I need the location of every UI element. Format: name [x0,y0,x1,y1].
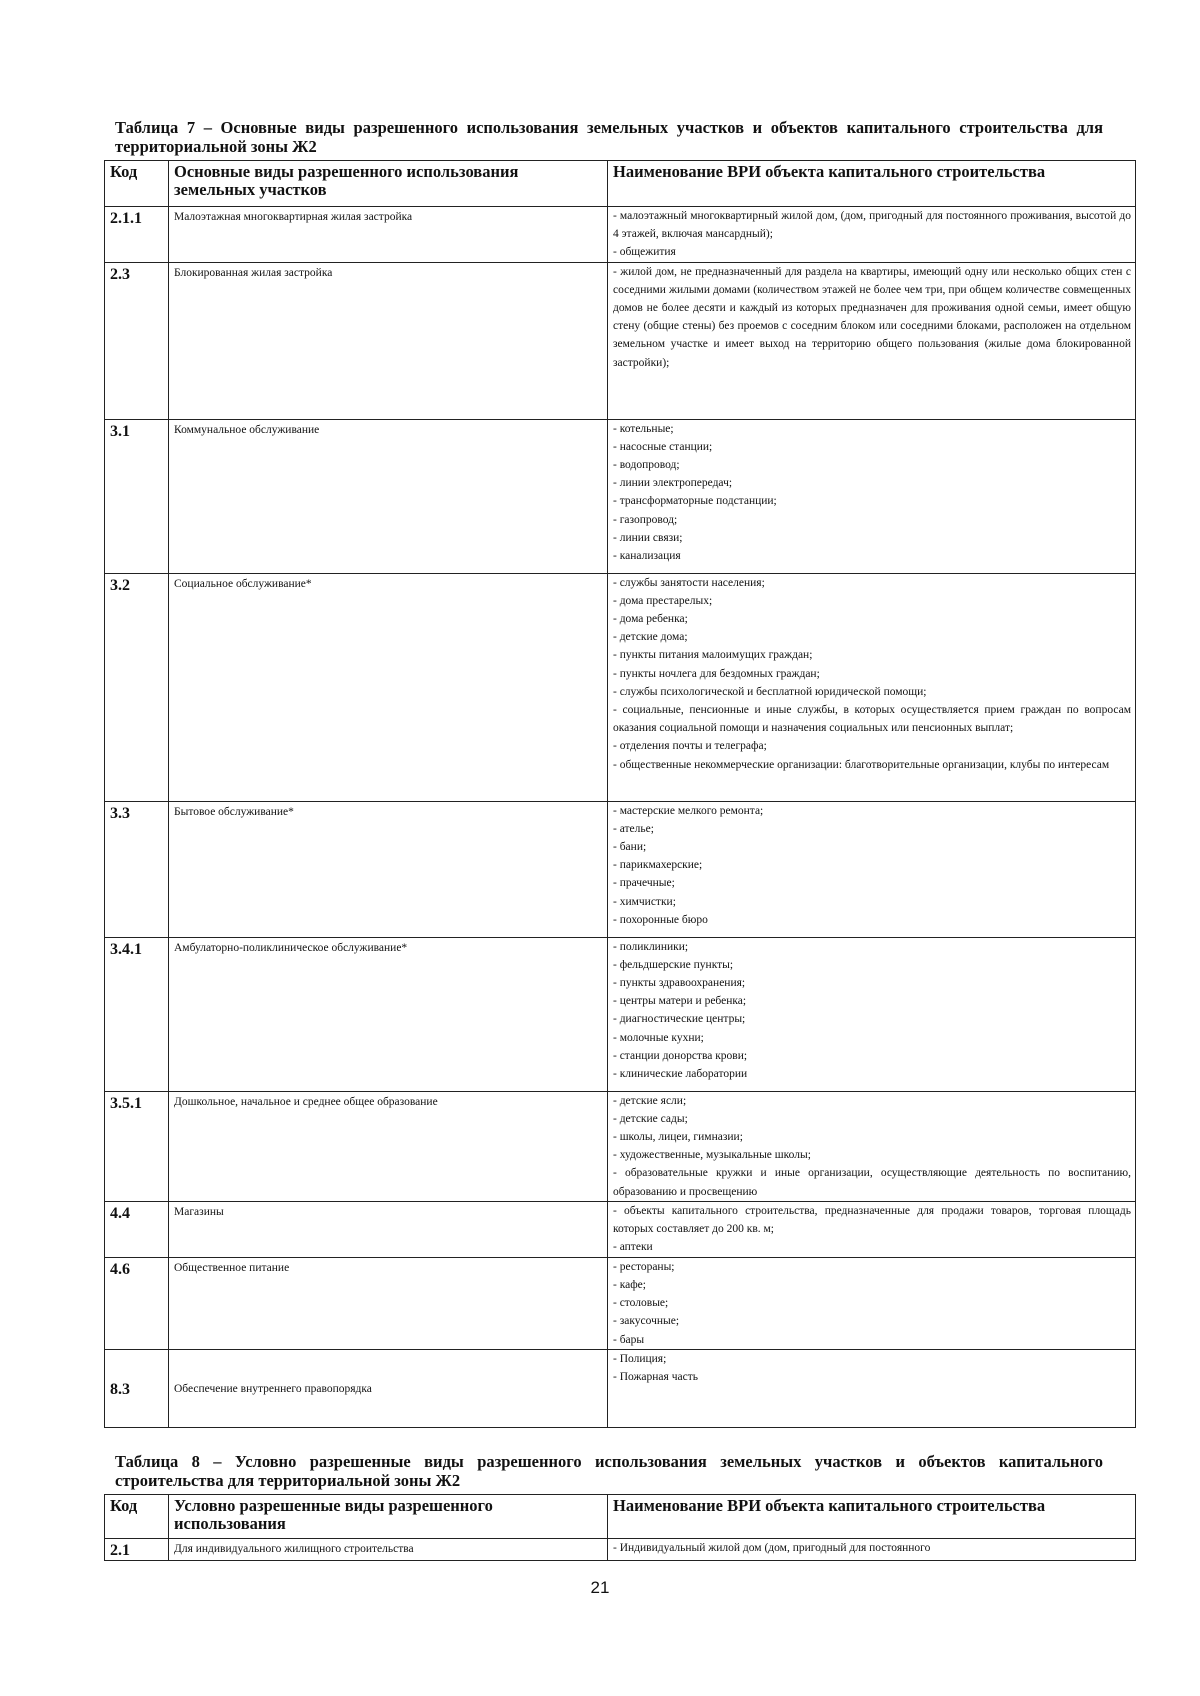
object-list-item: - клинические лаборатории [613,1068,748,1081]
object-list-item: - мастерские мелкого ремонта; [613,804,764,817]
row-use-name: Блокированная жилая застройка [169,262,608,419]
table-row [105,573,1136,801]
table-row [105,207,1136,263]
row-object-list [608,1539,1136,1561]
header-code: Код [105,161,169,207]
object-list-item: - котельные; [613,422,674,435]
object-list-item: - Полиция; [613,1352,667,1365]
object-list-item: - общежития [613,246,676,259]
object-list-item: - канализация [613,550,681,563]
row-code: 8.3 [105,1349,169,1427]
table-7-caption: Таблица 7 – Основные виды разрешенного использования земельных участков и объектов капитального строительства для территориальной зоны Ж2 [115,118,1103,156]
object-list-item: - химчистки; [613,895,676,908]
object-list-item: - пункты питания малоимущих граждан; [613,649,813,662]
object-list-item: - пункты ночлега для бездомных граждан; [613,667,820,680]
row-object-list [608,1257,1136,1349]
object-list-item: - образовательные кружки и иные организации, осуществляющие деятельность по воспитанию, образованию и просвещению [613,1167,1131,1198]
row-use-name: Социальное обслуживание* [169,573,608,801]
header-conditional-use: Условно разрешенные виды разрешенного использования [169,1495,608,1539]
object-list-item: - малоэтажный многоквартирный жилой дом, (дом, пригодный для постоянного проживания, высотой до 4 этажей, включая мансардный); [613,210,1131,241]
object-list-item: - детские сады; [613,1112,688,1125]
table-row [105,801,1136,937]
row-use-name: Магазины [169,1201,608,1257]
object-list-item: - службы психологической и бесплатной юридической помощи; [613,685,927,698]
object-list-item: - газопровод; [613,513,678,526]
table-row [105,419,1136,573]
object-list-item: - линии электропередач; [613,477,733,490]
object-list-item: - детские дома; [613,631,688,644]
row-code: 3.1 [105,419,169,573]
object-list-item: - прачечные; [613,877,675,890]
page-number: 21 [590,1578,610,1597]
object-list-item: - аптеки [613,1241,653,1254]
row-use-name: Общественное питание [169,1257,608,1349]
table-row [105,1349,1136,1427]
row-object-list [608,1091,1136,1201]
object-list-item: - поликлиники; [613,940,689,953]
row-object-list [608,937,1136,1091]
object-list-item: - парикмахерские; [613,859,703,872]
row-object-list [608,207,1136,263]
object-list-item: - насосные станции; [613,440,713,453]
object-list-item: - закусочные; [613,1315,680,1328]
object-list-item: - дома престарелых; [613,594,713,607]
object-list-item: - дома ребенка; [613,613,688,626]
table-7 [104,160,1136,1428]
row-code: 4.6 [105,1257,169,1349]
row-code: 3.2 [105,573,169,801]
object-list-item: - столовые; [613,1297,669,1310]
row-object-list [608,573,1136,801]
object-list-item: - линии связи; [613,531,683,544]
object-list-item: - центры матери и ребенка; [613,995,747,1008]
table-8 [104,1494,1136,1561]
table-7-body [105,207,1136,1428]
row-code: 3.4.1 [105,937,169,1091]
object-list-item: - диагностические центры; [613,1013,746,1026]
table-8-body [105,1539,1136,1561]
object-list-item: - бани; [613,841,647,854]
row-code: 2.3 [105,262,169,419]
table-8-caption: Таблица 8 – Условно разрешенные виды разрешенного использования земельных участков и объектов капитального строительства для территориальной зоны Ж2 [115,1452,1103,1490]
table-row [105,1091,1136,1201]
row-object-list [608,1349,1136,1427]
object-list-item: - Индивидуальный жилой дом (дом, пригодный для постоянного [613,1542,931,1554]
row-use-name: Малоэтажная многоквартирная жилая застройка [169,207,608,263]
object-list-item: - ателье; [613,822,654,835]
table-row [105,262,1136,419]
object-list-item: - художественные, музыкальные школы; [613,1149,811,1162]
object-list-item: - общественные некоммерческие организации: благотворительные организации, клубы по интересам [613,758,1110,771]
table-row [105,1201,1136,1257]
object-list-item: - бары [613,1333,645,1346]
object-list-item: - объекты капитального строительства, предназначенные для продажи товаров, торговая площадь которых составляет до 200 кв. м; [613,1204,1131,1236]
object-list-item: - похоронные бюро [613,913,708,926]
header-object-name: Наименование ВРИ объекта капитального строительства [608,1495,1136,1539]
object-list-item: - детские ясли; [613,1094,687,1107]
row-use-name: Для индивидуального жилищного строительства [169,1539,608,1561]
row-code: 4.4 [105,1201,169,1257]
object-list-item: - станции донорства крови; [613,1049,748,1062]
row-code: 3.5.1 [105,1091,169,1201]
object-list-item: - трансформаторные подстанции; [613,495,777,508]
table-7-header-row [105,161,1136,207]
row-use-name: Обеспечение внутреннего правопорядка [169,1349,608,1427]
object-list-item: - школы, лицеи, гимназии; [613,1131,743,1144]
row-object-list [608,262,1136,419]
object-list-item: - водопровод; [613,459,680,472]
object-list-item: - службы занятости населения; [613,576,765,589]
row-use-name: Дошкольное, начальное и среднее общее образование [169,1091,608,1201]
object-list-item: - кафе; [613,1279,646,1292]
object-list-item: - жилой дом, не предназначенный для раздела на квартиры, имеющий одну или несколько общих стен с соседними жилыми домами (количеством этажей не более чем три, при общем количестве совмещенных домов не более десяти и каждый из которых предназначен для проживания одной семьи, имеет общую стену (общие стены) без проемов с соседним блоком или соседними блоками, расположен на отдельном земельном участке и имеет выход на территорию общего пользования (жилые дома блокированной застройки); [613,265,1131,369]
header-object-name: Наименование ВРИ объекта капитального строительства [608,161,1136,207]
object-list-item: - Пожарная часть [613,1371,698,1384]
table-row [105,1257,1136,1349]
object-list-item: - социальные, пенсионные и иные службы, в которых осуществляется прием граждан по вопросам оказания социальной помощи и назначения социальных или пенсионных выплат; [613,704,1131,735]
row-use-name: Коммунальное обслуживание [169,419,608,573]
object-list-item: - фельдшерские пункты; [613,958,734,971]
row-use-name: Бытовое обслуживание* [169,801,608,937]
object-list-item: - отделения почты и телеграфа; [613,740,767,753]
row-object-list [608,1201,1136,1257]
object-list-item: - пункты здравоохранения; [613,977,746,990]
row-use-name: Амбулаторно-поликлиническое обслуживание* [169,937,608,1091]
object-list-item: - рестораны; [613,1260,675,1273]
header-code: Код [105,1495,169,1539]
table-row [105,937,1136,1091]
row-code: 3.3 [105,801,169,937]
row-object-list [608,801,1136,937]
object-list-item: - молочные кухни; [613,1031,704,1044]
row-object-list [608,419,1136,573]
row-code: 2.1 [105,1539,169,1561]
header-main-use: Основные виды разрешенного использования земельных участков [169,161,608,207]
table-row [105,1539,1136,1561]
table-8-header-row [105,1495,1136,1539]
row-code: 2.1.1 [105,207,169,263]
